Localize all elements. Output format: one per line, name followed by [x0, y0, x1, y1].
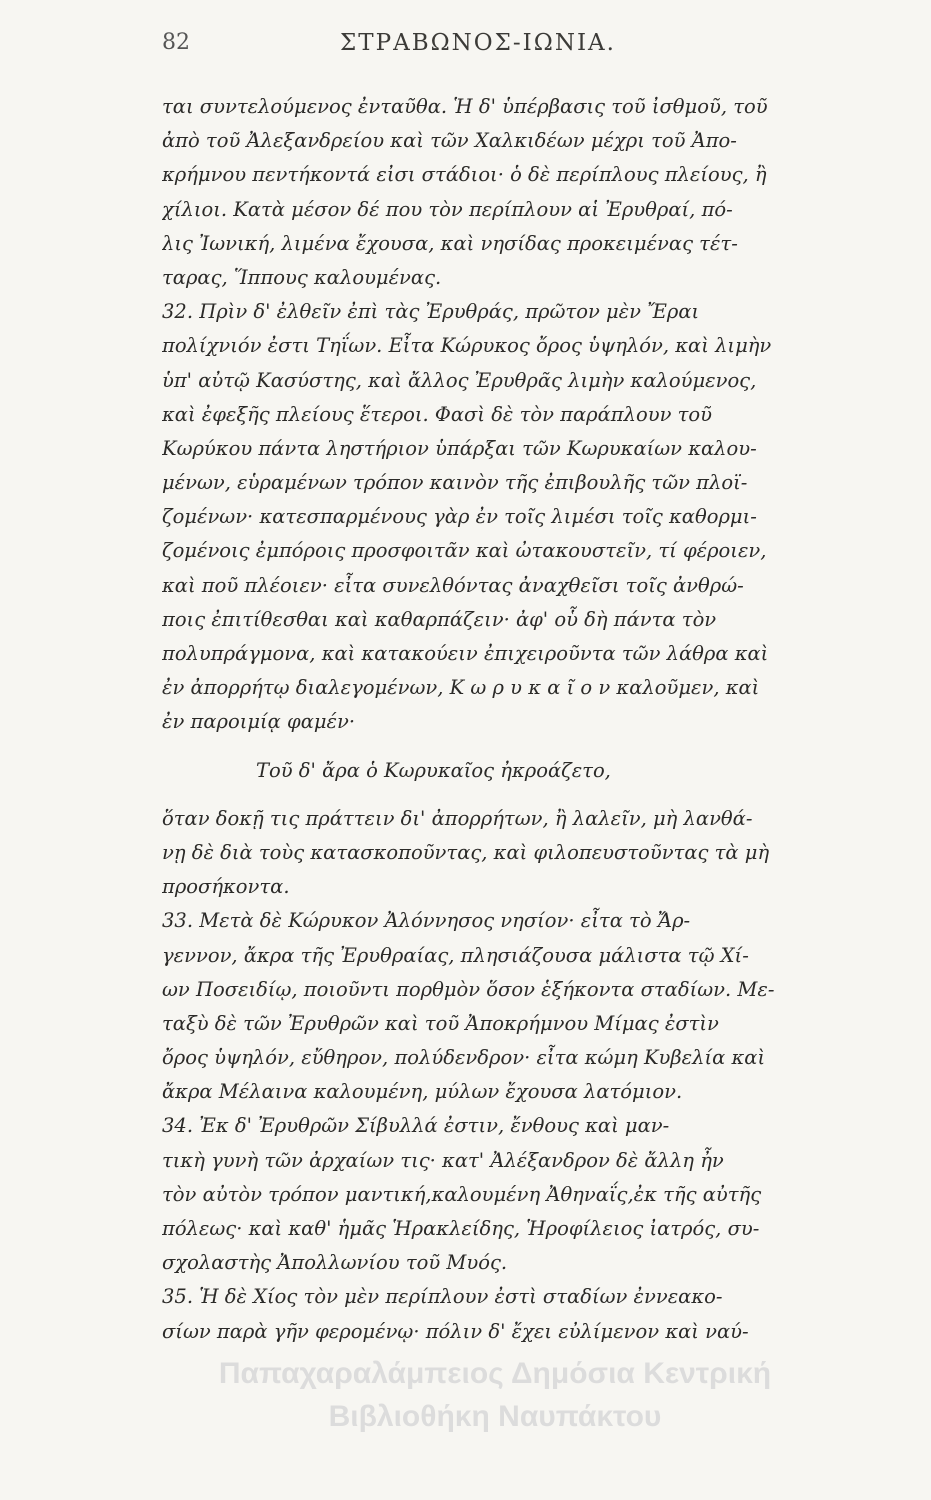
text-line: ὄρος ὑψηλόν, εὔθηρον, πολύδενδρον· εἶτα κώμη Κυβελία καὶ — [162, 1046, 766, 1070]
text-line: τικὴ γυνὴ τῶν ἀρχαίων τις· κατ' Ἀλέξανδρον δὲ ἄλλη ἦν — [162, 1148, 724, 1172]
text-line: τὸν αὐτὸν τρόπον μαντική,καλουμένη Ἀθηναΐς,ἐκ τῆς αὐτῆς — [162, 1182, 762, 1206]
text-line: Τοῦ δ' ἄρα ὁ Κωρυκαῖος ἠκροάζετο, — [256, 758, 611, 782]
library-watermark-line-2: Βιβλιοθήκη Ναυπάκτου — [328, 1400, 662, 1433]
text-line: πολυπράγμονα, καὶ κατακούειν ἐπιχειροῦντα τῶν λάθρα καὶ — [162, 642, 769, 665]
text-line: πολίχνιόν ἐστι Τηΐων. Εἶτα Κώρυκος ὄρος ὑψηλόν, καὶ λιμὴν — [162, 334, 772, 358]
text-line: ζομένοις ἐμπόροις προσφοιτᾶν καὶ ὠτακουστεῖν, τί φέροιεν, — [162, 539, 767, 563]
text-line: 32. Πρὶν δ' ἐλθεῖν ἐπὶ τὰς Ἐρυθράς, πρῶτον μὲν Ἔραι — [162, 300, 700, 324]
text-line: ταρας, Ἵππους καλουμένας. — [162, 265, 442, 289]
text-line: μένων, εὑραμένων τρόπον καινὸν τῆς ἐπιβουλῆς τῶν πλοϊ- — [162, 471, 748, 495]
text-line: κρήμνου πεντήκοντά εἰσι στάδιοι· ὁ δὲ περίπλους πλείους, ἢ — [162, 163, 767, 187]
library-watermark-line-1: Παπαχαραλάμπειος Δημόσια Κεντρική — [218, 1357, 772, 1390]
text-line: 35. Ἡ δὲ Χίος τὸν μὲν περίπλουν ἐστὶ σταδίων ἐννεακο- — [162, 1285, 723, 1309]
text-line: γεννον, ἄκρα τῆς Ἐρυθραίας, πλησιάζουσα μάλιστα τῷ Χί- — [162, 943, 749, 967]
text-line: σίων παρὰ γῆν φερομένῳ· πόλιν δ' ἔχει εὐλίμενον καὶ ναύ- — [162, 1319, 749, 1343]
text-line: ται συντελούμενος ἐνταῦθα. Ἡ δ' ὑπέρβασις τοῦ ἰσθμοῦ, τοῦ — [162, 95, 768, 118]
text-line: πόλεως· καὶ καθ' ἡμᾶς Ἡρακλείδης, Ἡροφίλειος ἰατρός, συ- — [162, 1217, 760, 1240]
text-line: προσήκοντα. — [162, 875, 290, 899]
text-line: νῃ δὲ διὰ τοὺς κατασκοποῦντας, καὶ φιλοπευστοῦντας τὰ μὴ — [162, 840, 770, 864]
text-line: ων Ποσειδίῳ, ποιοῦντι πορθμὸν ὅσον ἑξήκοντα σταδίων. Με- — [162, 977, 775, 1001]
page-number: 82 — [162, 30, 190, 55]
text-line: 33. Μετὰ δὲ Κώρυκον Ἀλόννησος νησίον· εἶτα τὸ Ἄρ- — [162, 909, 691, 933]
text-line: ἐν ἀπορρήτῳ διαλεγομένων, Κ ω ρ υ κ α ῖ ο ν καλοῦμεν, καὶ — [162, 676, 760, 700]
text-line: ποις ἐπιτίθεσθαι καὶ καθαρπάζειν· ἀφ' οὗ δὴ πάντα τὸν — [162, 607, 717, 631]
running-head: ΣΤΡΑΒΩΝΟΣ-ΙΩΝΙΑ. — [340, 30, 616, 56]
text-line: καὶ ποῦ πλέοιεν· εἶτα συνελθόντας ἀναχθεῖσι τοῖς ἀνθρώ- — [162, 573, 744, 597]
text-line: λις Ἰωνική, λιμένα ἔχουσα, καὶ νησίδας προκειμένας τέτ- — [162, 231, 738, 255]
text-line: ἄκρα Μέλαινα καλουμένη, μύλων ἔχουσα λατόμιον. — [162, 1080, 683, 1104]
body-text — [162, 90, 882, 1349]
text-line: σχολαστὴς Ἀπολλωνίου τοῦ Μυός. — [162, 1251, 508, 1275]
text-line: Κωρύκου πάντα ληστήριον ὑπάρξαι τῶν Κωρυκαίων καλου- — [162, 436, 757, 460]
text-line: ὅταν δοκῇ τις πράττειν δι' ἀπορρήτων, ἢ λαλεῖν, μὴ λανθά- — [162, 806, 753, 830]
text-line: χίλιοι. Κατὰ μέσον δέ που τὸν περίπλουν αἱ Ἐρυθραί, πό- — [162, 197, 733, 221]
text-line: ὑπ' αὐτῷ Κασύστης, καὶ ἄλλος Ἐρυθρᾶς λιμὴν καλούμενος, — [162, 368, 757, 392]
text-line: ἐν παροιμίᾳ φαμέν· — [162, 710, 356, 734]
text-line: ταξὺ δὲ τῶν Ἐρυθρῶν καὶ τοῦ Ἀποκρήμνου Μίμας ἐστὶν — [162, 1011, 719, 1035]
text-line: 34. Ἐκ δ' Ἐρυθρῶν Σίβυλλά ἐστιν, ἔνθους καὶ μαν- — [162, 1114, 670, 1138]
text-line: καὶ ἐφεξῆς πλείους ἕτεροι. Φασὶ δὲ τὸν παράπλουν τοῦ — [162, 402, 712, 426]
text-line: ἀπὸ τοῦ Ἀλεξανδρείου καὶ τῶν Χαλκιδέων μέχρι τοῦ Ἀπο- — [162, 129, 737, 153]
text-line: ζομένων· κατεσπαρμένους γὰρ ἐν τοῖς λιμέσι τοῖς καθορμι- — [162, 505, 757, 529]
